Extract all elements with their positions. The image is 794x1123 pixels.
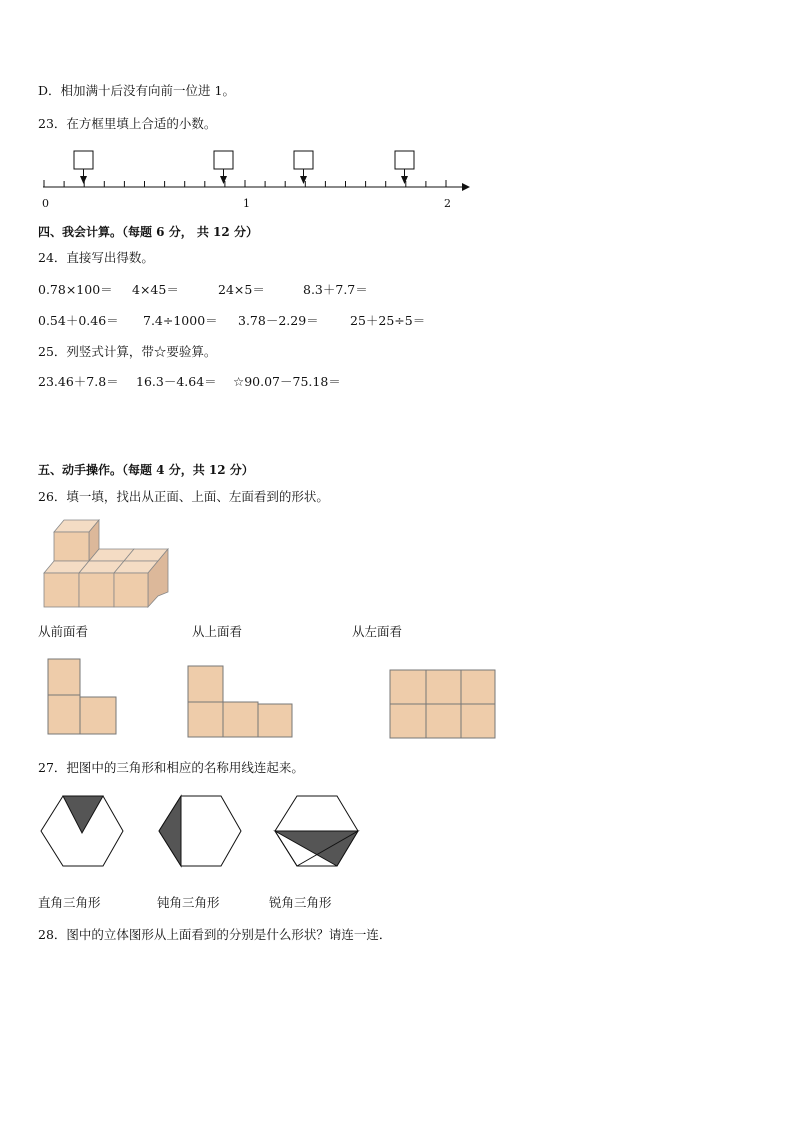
question-27: 27．把图中的三角形和相应的名称用线连起来。 [38, 760, 304, 775]
vertical-calc-item: ☆90.07－75.18＝ [233, 374, 341, 389]
calc-item: 25＋25÷5＝ [350, 313, 426, 328]
hexagon-right-triangle[interactable] [41, 796, 123, 866]
question-26: 26．填一填，找出从正面、上面、左面看到的形状。 [38, 489, 329, 504]
view-label-left: 从左面看 [352, 624, 403, 639]
section-4-heading: 四、我会计算。（每题 6 分， 共 12 分） [38, 225, 258, 239]
label-right-triangle[interactable]: 直角三角形 [38, 895, 101, 910]
hexagon-obtuse-triangle[interactable] [159, 796, 241, 866]
view-label-top: 从上面看 [192, 624, 243, 639]
question-25: 25．列竖式计算，带☆要验算。 [38, 344, 217, 359]
tick-label-2: 2 [444, 197, 451, 210]
question-23: 23．在方框里填上合适的小数。 [38, 116, 217, 131]
vertical-calc-item: 23.46＋7.8＝ [38, 374, 119, 389]
calc-item: 4×45＝ [132, 282, 179, 297]
option-d-text: D．相加满十后没有向前一位进 1。 [38, 83, 235, 98]
tick-label-0: 0 [42, 197, 49, 210]
tick-label-1: 1 [243, 197, 250, 210]
question-24: 24．直接写出得数。 [38, 250, 154, 265]
calc-item: 0.54＋0.46＝ [38, 313, 119, 328]
question-28: 28．图中的立体图形从上面看到的分别是什么形状？请连一连． [38, 927, 392, 942]
label-acute-triangle[interactable]: 锐角三角形 [269, 895, 332, 910]
calc-item: 3.78－2.29＝ [238, 313, 319, 328]
calc-item: 7.4÷1000＝ [143, 313, 218, 328]
section-5-heading: 五、动手操作。（每题 4 分，共 12 分） [38, 463, 254, 477]
hexagon-acute-triangle[interactable] [275, 796, 358, 866]
label-obtuse-triangle[interactable]: 钝角三角形 [157, 895, 220, 910]
calc-item: 24×5＝ [218, 282, 265, 297]
view-label-front: 从前面看 [38, 624, 89, 639]
vertical-calc-item: 16.3－4.64＝ [136, 374, 217, 389]
calc-item: 8.3＋7.7＝ [303, 282, 368, 297]
calc-item: 0.78×100＝ [38, 282, 113, 297]
